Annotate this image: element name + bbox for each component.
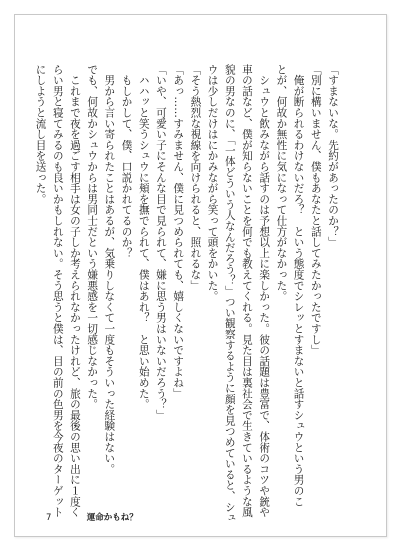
text-line: 「すまないな。先約があったのか？」: [327, 64, 339, 248]
text-line: でも、何故かシュウからは男同士だという嫌悪感を一切感じなかった。: [86, 64, 99, 410]
text-line: シュウと飲みながら話すのは予想以上に楽しかった。彼の話題は豊富で、体術のコツや銃や: [258, 64, 271, 518]
page-footer: [46, 511, 138, 523]
text-line: ハハッと笑うシュウに頬を撫でられて、僕はあれ？ と思い始めた。: [137, 64, 150, 410]
text-line: 俺が断られるわけないだろ？ という態度でシレッとすまないと話すシュウという男のこ: [292, 64, 305, 507]
text-line: とが、何故か無性に気になって仕方がなかった。: [275, 64, 288, 302]
text-line: 男から言い寄られたことはあるが、気乗りしなくて一度もそういった経験はない。: [103, 64, 116, 475]
text-line: 「別に構いません、僕もあなたと話してみたかったですし」: [309, 64, 322, 356]
text-line: 「あっ……すみません、僕に見つめられても、嬉しくないですよね」: [172, 64, 185, 399]
book-page: [14, 14, 387, 537]
text-line: 「いや、可愛い子にそんな目で見られて、嫌に思う男はいないだろう？」: [154, 64, 167, 421]
text-line: 「そう熱烈な視線を向けられると、照れるな」: [189, 64, 202, 291]
text-line: 貌の男なのに、「一体どういう人なんだろう？」つい観察するように顔を見つめていると、シュ: [223, 64, 236, 524]
page-number: 7: [46, 513, 52, 523]
text-line: もしかして、僕、口説かれてるのか？: [120, 64, 133, 259]
text-line: これまで夜を過ごす相手は女の子しか考えられなかったけれど、旅の最後の思い出に１度く: [68, 64, 81, 518]
text-line: 車の話など、僕が知らないことを何でも教えてくれる。見た目は裏社会で生きているような風: [240, 64, 253, 518]
text-line: らい男と寝てみるのも良いかもしれない。そう思うと僕は、目の前の色男を今夜のターゲット: [51, 64, 64, 518]
text-line: にしようと流し目を送った。: [34, 64, 47, 205]
running-title: 運命かもね？: [86, 513, 138, 523]
text-line: ウは少しだけはにかみながら笑って頭をかいた。: [206, 64, 219, 302]
